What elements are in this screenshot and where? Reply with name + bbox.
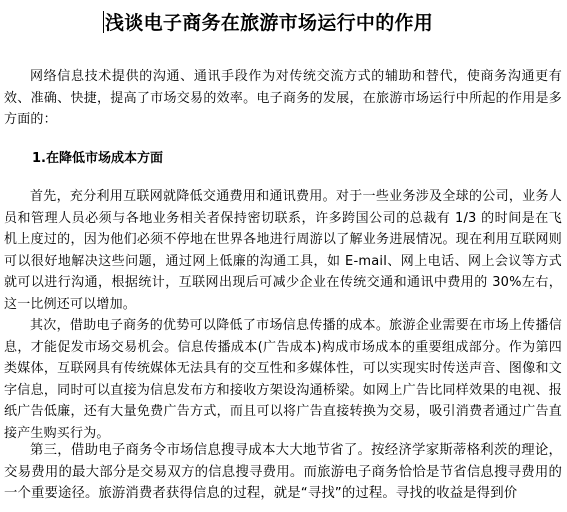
intro-paragraph: 网络信息技术提供的沟通、通讯手段作为对传统交流方式的辅助和替代，使商务沟通更有效、准确、快捷，提高了市场交易的效率。电子商务的发展，在旅游市场运行中所起的作用是多方面的： <box>4 69 562 128</box>
document-title-line <box>103 10 433 36</box>
paragraph-first: 首先，充分利用互联网就降低交通费用和通讯费用。对于一些业务涉及全球的公司，业务人员和管理人员必须与各地业务相关者保持密切联系，许多跨国公司的总裁有 1/3 的时间是在飞机上度过的，因为他们必须不停地在世界各地进行周游以了解业务进展情况。现在利用互联网则可以很好地解决这些问题，通过网上低廉的沟通工具，如 E-mail、网上电话、网上会议等方式就可以进行沟通，根据统计，互联网出现后可减少企业在传统交通和通讯中费用的 30%左右，这一比例还可以增加。 <box>4 189 562 312</box>
document-title: 浅谈电子商务在旅游市场运行中的作用 <box>105 12 434 34</box>
text-cursor <box>103 11 104 33</box>
paragraph-second: 其次，借助电子商务的优势可以降低了市场信息传播的成本。旅游企业需要在市场上传播信息，才能促发市场交易机会。信息传播成本(广告成本)构成市场成本的重要组成部分。作为第四类媒体，互联网具有传统媒体无法具有的交互性和多媒体性，可以实现实时传送声音、图像和文字信息，同时可以直接为信息发布方和接收方架设沟通桥梁。如网上广告比同样效果的电视、报纸广告低廉，还有大量免费广告方式，而且可以将广告直接转换为交易，吸引消费者通过广告直接产生购买行为。 <box>4 318 562 441</box>
section-heading: 1.在降低市场成本方面 <box>32 151 163 166</box>
paragraph-third: 第三，借助电子商务令市场信息搜寻成本大大地节省了。按经济学家斯蒂格利茨的理论，交易费用的最大部分是交易双方的信息搜寻费用。而旅游电子商务恰恰是节省信息搜寻费用的一个重要途径。旅游消费者获得信息的过程，就是“寻找”的过程。寻找的收益是得到价 <box>4 443 562 502</box>
